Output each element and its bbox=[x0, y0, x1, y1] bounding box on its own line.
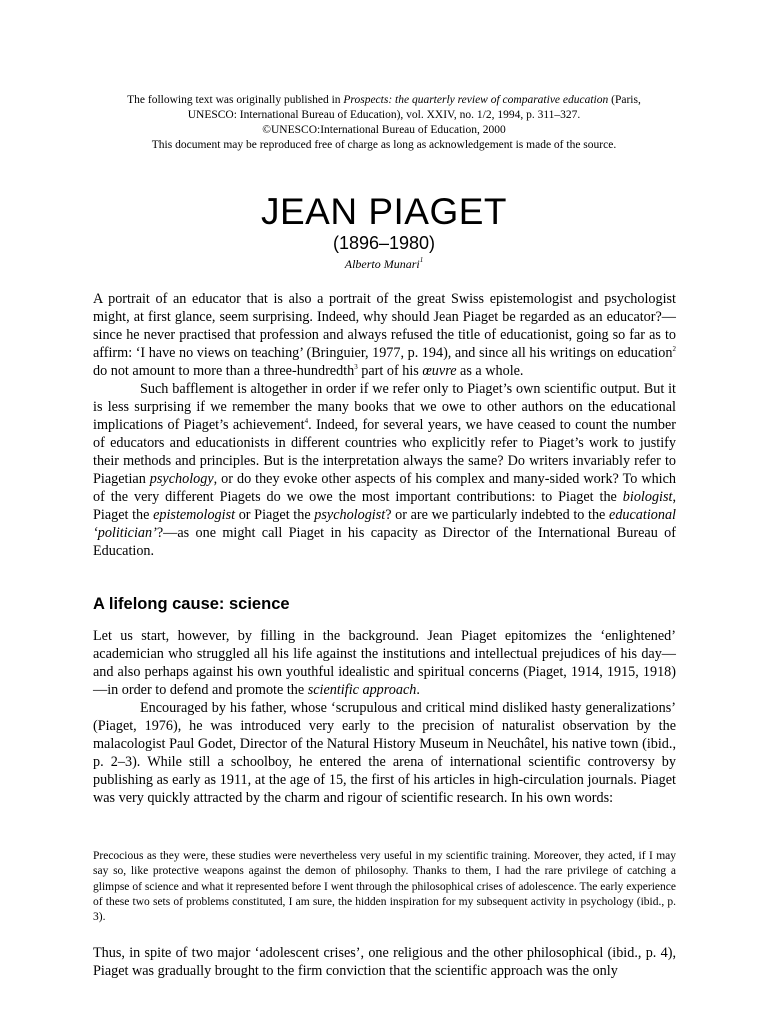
footnote-ref-4[interactable]: 4 bbox=[304, 417, 309, 425]
footnote-ref-3[interactable]: 3 bbox=[354, 363, 358, 371]
section-paragraph-1: Let us start, however, by filling in the background. Jean Piaget epitomizes the ‘enlightened’ academician who struggled all his life against the institutions and intellectual prejudices of his day—and also perhaps against his own youthful idealistic and spiritual concerns (Piaget, 1914, 1915, 1918)—in order to defend and promote the scientific approach. bbox=[93, 628, 676, 698]
intro-paragraph-2: Such bafflement is altogether in order if we refer only to Piaget’s own scientific output. But it is less surprising if we remember the many books that we owe to other authors on the educational implications of Piaget’s achievement$^4$. Indeed, for several years, we have ceased to count the number of educators and educationists in different countries who explicitly refer to Piaget’s work to justify their methods and principles. But is the interpretation always the same? Do writers invariably refer to Piagetian psychology, or do they evoke other aspects of his complex and many-sided work? To which of the very different Piagets do we owe the most important contributions: to Piaget the biologist, Piaget the epistemologist or Piaget the psychologist? or are we particularly indebted to the educational ‘politician’?—as one might call Piaget in his capacity as Director of the International Bureau of Education. bbox=[93, 381, 676, 559]
intro-paragraph-1: A portrait of an educator that is also a portrait of the great Swiss epistemologist and psychologist might, at first glance, seem surprising. Indeed, why should Jean Piaget be regarded as an educator?—since he never practised that profession and always refused the title of educationist, going so far as to affirm: ‘I have no views on teaching’ (Bringuier, 1977, p. 194), and since all his writings on education$^2$ do not amount to more than a three-hundredth$^3$ part of his œuvre as a whole. bbox=[93, 291, 676, 379]
section-paragraph-3: Thus, in spite of two major ‘adolescent crises’, one religious and the other philosophical (ibid., p. 4), Piaget was gradually brought to the firm conviction that the scientific approach was the only bbox=[93, 945, 676, 979]
section-continuation bbox=[93, 944, 676, 980]
notice-line-3: ©UNESCO:International Bureau of Education, 2000 bbox=[262, 124, 506, 136]
footnote-ref-1[interactable]: 1 bbox=[419, 256, 424, 264]
notice-line-1: The following text was originally published in Prospects: the quarterly review of comparative education (Paris, bbox=[127, 94, 641, 106]
journal-title: Prospects: the quarterly review of comparative education bbox=[343, 94, 609, 106]
section-paragraph-2: Encouraged by his father, whose ‘scrupulous and critical mind disliked hasty generalizations’ (Piaget, 1976), he was introduced very early to the precision of naturalist observation by the malacologist Paul Godet, Director of the Natural History Museum in Neuchâtel, his native town (ibid., p. 2–3). While still a schoolboy, he entered the arena of international scientific controversy by publishing as early as 1911, at the age of 15, the first of his articles in high-circulation journals. Piaget was very quickly attracted by the charm and rigour of scientific research. In his own words: bbox=[93, 700, 676, 806]
footnote-ref-2[interactable]: 2 bbox=[672, 345, 676, 353]
notice-line-2: UNESCO: International Bureau of Education), vol. XXIV, no. 1/2, 1994, p. 311–327. bbox=[187, 109, 581, 121]
page-title: JEAN PIAGET bbox=[260, 191, 508, 232]
author-name: Alberto Munari$^1$ bbox=[344, 256, 424, 271]
intro-section bbox=[93, 290, 676, 560]
block-quote: Precocious as they were, these studies were nevertheless very useful in my scientific training. Moreover, they acted, if I may say so, like protective weapons against the demon of philosophy. Thanks to them, I had the rare privilege of catching a glimpse of science and what it represented before I went through the philosophical crises of adolescence. The early experience of these two sets of problems constituted, I am sure, the hidden inspiration for my subsequent activity in psychology (ibid., p. 3). bbox=[93, 850, 676, 924]
life-years: (1896–1980) bbox=[332, 233, 436, 253]
publication-notice bbox=[80, 93, 688, 153]
notice-line-4: This document may be reproduced free of charge as long as acknowledgement is made of the source. bbox=[151, 139, 617, 151]
section-heading: A lifelong cause: science bbox=[93, 595, 290, 613]
section-body bbox=[93, 627, 676, 807]
